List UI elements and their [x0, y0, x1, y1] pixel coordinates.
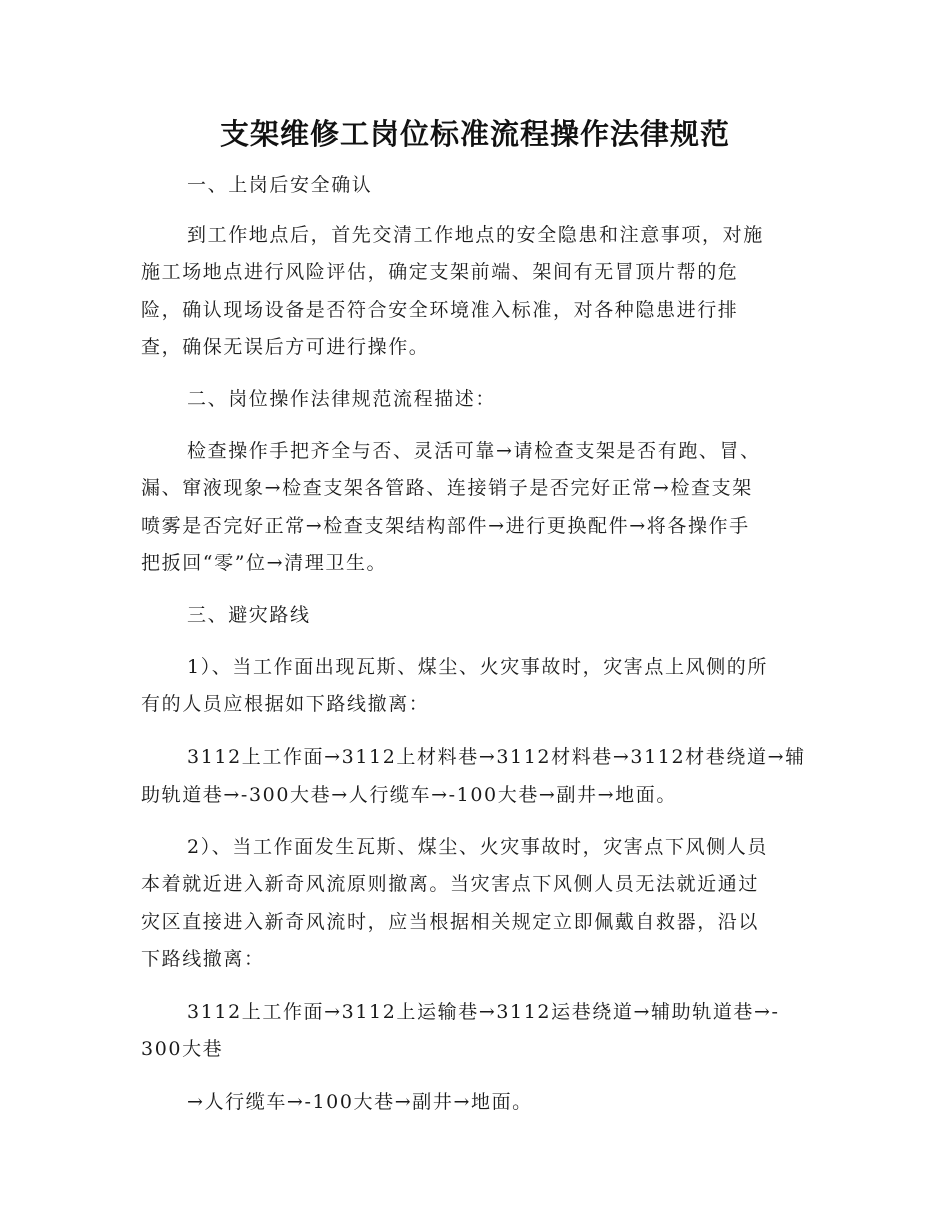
section-heading-evacuation: 三、避灾路线	[187, 604, 311, 626]
paragraph-safety-line-2: 施工场地点进行风险评估，确定支架前端、架间有无冒顶片帮的危	[141, 261, 739, 283]
paragraph-downwind-line-3: 灾区直接进入新奇风流时，应当根据相关规定立即佩戴自救器，沿以	[141, 911, 760, 933]
document-title: 支架维修工岗位标准流程操作法律规范	[219, 117, 730, 151]
paragraph-upwind-line-1: 1）、当工作面出现瓦斯、煤尘、火灾事故时，灾害点上风侧的所	[187, 656, 768, 678]
paragraph-downwind-line-2: 本着就近进入新奇风流原则撤离。当灾害点下风侧人员无法就近通过	[141, 873, 760, 895]
section-heading-safety: 一、上岗后安全确认	[187, 174, 373, 196]
paragraph-procedure-line-2: 漏、窜液现象→检查支架各管路、连接销子是否完好正常→检查支架	[141, 477, 753, 499]
route-upwind-line-2: 助轨道巷→-300大巷→人行缆车→-100大巷→副井→地面。	[141, 784, 677, 806]
paragraph-upwind-line-2: 有的人员应根据如下路线撤离：	[141, 693, 430, 715]
route-downwind-line-1: 3112上工作面→3112上运输巷→3112运巷绕道→辅助轨道巷→-	[187, 1001, 780, 1023]
paragraph-downwind-line-1: 2）、当工作面发生瓦斯、煤尘、火灾事故时，灾害点下风侧人员	[187, 836, 768, 858]
route-downwind-line-2: 300大巷	[141, 1038, 224, 1060]
paragraph-safety-line-4: 查，确保无误后方可进行操作。	[141, 336, 430, 358]
paragraph-safety-line-3: 险，确认现场设备是否符合安全环境准入标准，对各种隐患进行排	[141, 299, 739, 321]
section-heading-procedure: 二、岗位操作法律规范流程描述：	[187, 388, 497, 410]
paragraph-safety-line-1: 到工作地点后，首先交清工作地点的安全隐患和注意事项，对施	[187, 224, 764, 246]
paragraph-procedure-line-3: 喷雾是否完好正常→检查支架结构部件→进行更换配件→将各操作手	[141, 515, 750, 537]
paragraph-procedure-line-1: 检查操作手把齐全与否、灵活可靠→请检查支架是否有跑、冒、	[187, 440, 761, 462]
route-downwind-line-3: →人行缆车→-100大巷→副井→地面。	[187, 1091, 533, 1113]
paragraph-downwind-line-4: 下路线撤离：	[141, 948, 265, 970]
paragraph-procedure-line-4: 把扳回“零”位→清理卫生。	[141, 552, 388, 574]
route-upwind-line-1: 3112上工作面→3112上材料巷→3112材料巷→3112材巷绕道→辅	[187, 746, 806, 768]
